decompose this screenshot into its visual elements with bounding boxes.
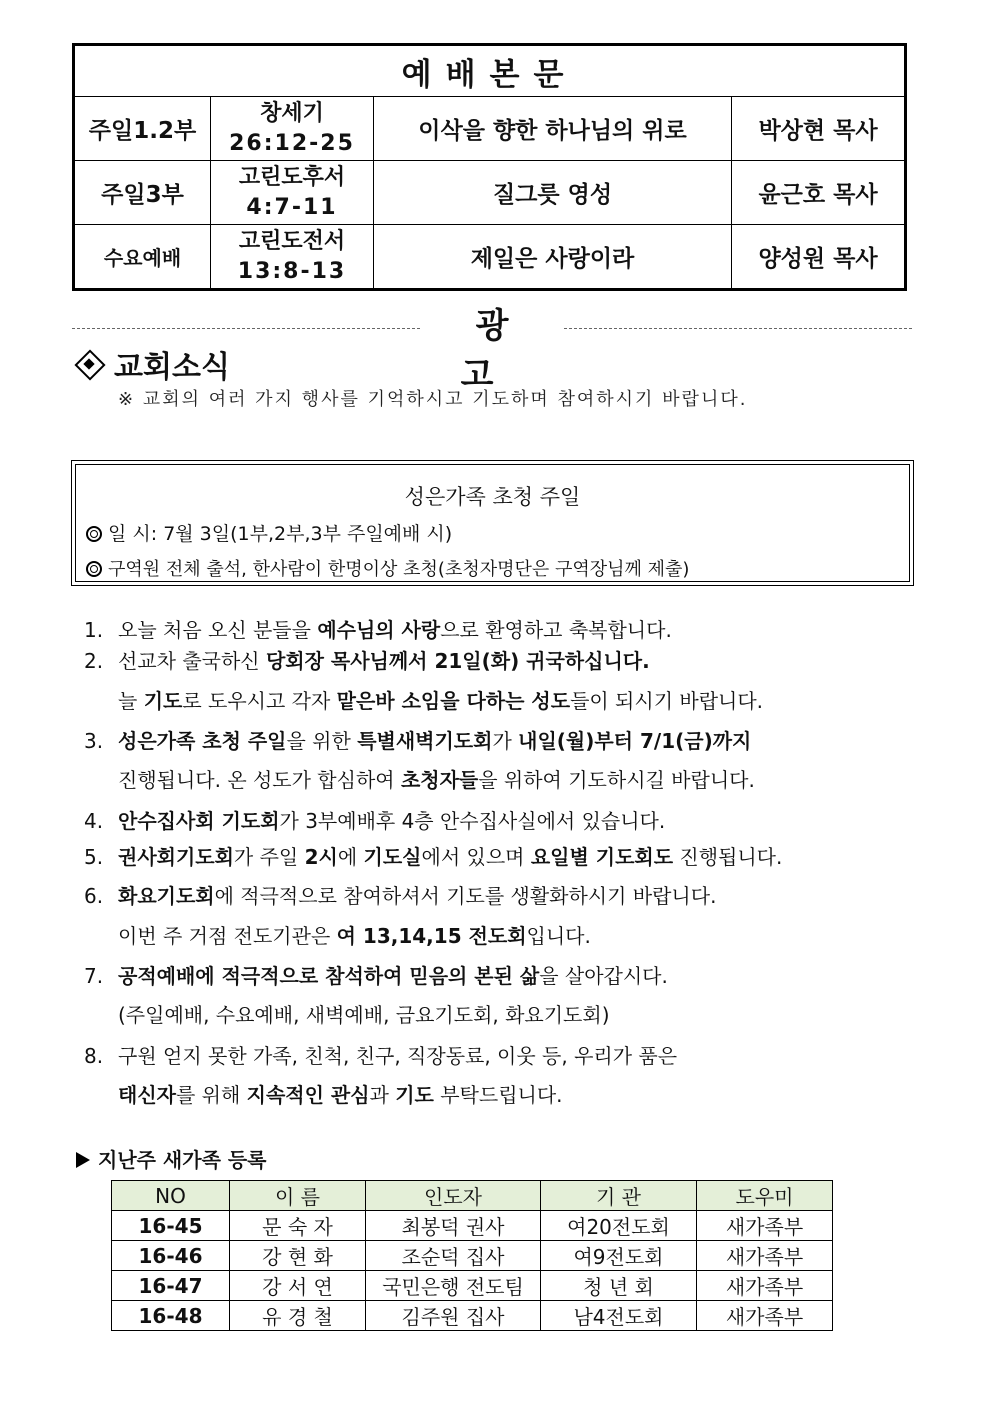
double-circle-icon <box>86 561 102 577</box>
table-cell: 남4전도회 <box>541 1301 697 1331</box>
table-cell: 16-47 <box>112 1271 230 1301</box>
divider-line-left <box>72 328 420 329</box>
ads-title: 광고 <box>460 306 539 395</box>
column-header: 도우미 <box>697 1181 833 1211</box>
pastor-name: 양성원 목사 <box>732 225 906 290</box>
announcement-item: 6. 화요기도회에 적극적으로 참여하셔서 기도를 생활화하시기 바랍니다. <box>84 884 717 908</box>
announcement-item: 7. 공적예배에 적극적으로 참석하여 믿음의 본된 삶을 살아갑시다. <box>84 964 668 988</box>
table-cell: 문 숙 자 <box>230 1211 366 1241</box>
column-header: 이 름 <box>230 1181 366 1211</box>
scripture-book: 창세기 <box>260 100 324 126</box>
table-cell: 새가족부 <box>697 1271 833 1301</box>
table-row <box>112 1241 833 1271</box>
pastor-name: 박상현 목사 <box>732 97 906 161</box>
scripture-book: 고린도전서 <box>238 228 346 254</box>
sermon-row <box>74 97 906 161</box>
service-name: 주일3부 <box>74 161 211 225</box>
table-cell: 국민은행 전도팀 <box>366 1271 541 1301</box>
table-cell: 16-45 <box>112 1211 230 1241</box>
announcement-item: 8. 구원 얻지 못한 가족, 친척, 친구, 직장동료, 이웃 등, 우리가 품은 <box>84 1044 678 1068</box>
sermon-topic: 제일은 사랑이라 <box>374 225 732 290</box>
service-name: 수요예배 <box>74 225 211 290</box>
table-cell: 여20전도회 <box>541 1211 697 1241</box>
table-cell: 청 년 회 <box>541 1271 697 1301</box>
table-cell: 최봉덕 권사 <box>366 1211 541 1241</box>
table-cell: 유 경 철 <box>230 1301 366 1331</box>
table-cell: 여9전도회 <box>541 1241 697 1271</box>
column-header: 기 관 <box>541 1181 697 1211</box>
sermon-topic: 이삭을 향한 하나님의 위로 <box>374 97 732 161</box>
divider-line-right <box>564 328 912 329</box>
event-title: 성은가족 초청 주일 <box>404 485 581 509</box>
new-family-table <box>111 1180 833 1331</box>
diamond-icon <box>76 351 102 377</box>
table-cell: 새가족부 <box>697 1211 833 1241</box>
scripture <box>211 97 374 161</box>
announcement-continued: 진행됩니다. 온 성도가 합심하여 초청자들을 위하여 기도하시길 바랍니다. <box>118 768 755 792</box>
column-header: 인도자 <box>366 1181 541 1211</box>
column-header: NO <box>112 1181 230 1211</box>
news-note: ※ 교회의 여러 가지 행사를 기억하시고 기도하며 참여하시기 바랍니다. <box>118 389 748 410</box>
table-cell: 강 현 화 <box>230 1241 366 1271</box>
table-header-row <box>112 1181 833 1211</box>
scripture-ref: 26:12-25 <box>229 130 355 156</box>
news-title: 교회소식 <box>114 350 230 385</box>
sermon-title: 예배본문 <box>74 45 906 97</box>
scripture-ref: 13:8-13 <box>237 258 347 284</box>
table-cell: 강 서 연 <box>230 1271 366 1301</box>
table-cell: 새가족부 <box>697 1301 833 1331</box>
table-row <box>112 1211 833 1241</box>
triangle-right-icon <box>76 1152 90 1168</box>
sermon-table <box>72 43 907 291</box>
announcement-item: 4. 안수집사회 기도회가 3부예배후 4층 안수집사실에서 있습니다. <box>84 809 666 833</box>
table-cell: 조순덕 집사 <box>366 1241 541 1271</box>
scripture-book: 고린도후서 <box>238 164 346 190</box>
table-cell: 새가족부 <box>697 1241 833 1271</box>
sermon-row <box>74 225 906 290</box>
table-row <box>112 1301 833 1331</box>
announcement-item: 3. 성은가족 초청 주일을 위한 특별새벽기도회가 내일(월)부터 7/1(금)까지 <box>84 729 752 753</box>
table-cell: 16-46 <box>112 1241 230 1271</box>
scripture <box>211 161 374 225</box>
service-name: 주일1.2부 <box>74 97 211 161</box>
announcement-item: 5. 권사회기도회가 주일 2시에 기도실에서 있으며 요일별 기도회도 진행됩니다. <box>84 845 783 869</box>
sermon-topic: 질그릇 영성 <box>374 161 732 225</box>
announcement-continued: 늘 기도로 도우시고 각자 맡은바 소임을 다하는 성도들이 되시기 바랍니다. <box>118 689 764 713</box>
table-cell: 16-48 <box>112 1301 230 1331</box>
pastor-name: 윤근호 목사 <box>732 161 906 225</box>
event-box <box>71 460 914 586</box>
double-circle-icon <box>86 526 102 542</box>
event-line: 구역원 전체 출석, 한사람이 한명이상 초청(초청자명단은 구역장님께 제출) <box>86 555 689 581</box>
announcement-continued: 태신자를 위해 지속적인 관심과 기도 부탁드립니다. <box>118 1083 563 1107</box>
new-family-heading: 지난주 새가족 등록 <box>76 1144 267 1173</box>
scripture-ref: 4:7-11 <box>246 194 338 220</box>
sermon-row <box>74 161 906 225</box>
announcement-item: 2. 선교차 출국하신 당회장 목사님께서 21일(화) 귀국하십니다. <box>84 649 650 673</box>
announcement-continued: 이번 주 거점 전도기관은 여 13,14,15 전도회입니다. <box>118 924 591 948</box>
scripture <box>211 225 374 290</box>
event-line: 일 시: 7월 3일(1부,2부,3부 주일예배 시) <box>86 519 452 546</box>
news-heading <box>76 342 230 386</box>
table-cell: 김주원 집사 <box>366 1301 541 1331</box>
table-row <box>112 1271 833 1301</box>
announcement-continued: (주일예배, 수요예배, 새벽예배, 금요기도회, 화요기도회) <box>118 1003 610 1027</box>
announcement-item: 1. 오늘 처음 오신 분들을 예수님의 사랑으로 환영하고 축복합니다. <box>84 618 672 642</box>
